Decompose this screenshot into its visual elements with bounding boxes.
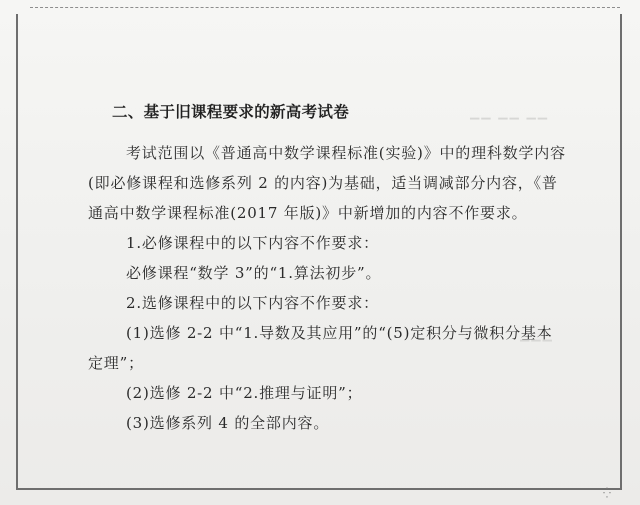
list-item: (2)选修 2-2 中“2.推理与证明”；	[126, 384, 363, 402]
bleed-through-mark: ▔▔ ▔▔ ▔▔	[470, 118, 549, 132]
document-body	[88, 100, 568, 438]
intro-paragraph: 考试范围以《普通高中数学课程标准(实验)》中的理科数学内容(即必修课程和选修系列 2 的内容)为基础，适当调减部分内容，《普通高中数学课程标准(2017 年版)》中新增加的内容不作要求。	[88, 144, 566, 222]
list-item: (1)选修 2-2 中“1.导数及其应用”的“(5)定积分与微积分基本定理”；	[88, 324, 553, 372]
list-item: 1.必修课程中的以下内容不作要求：	[126, 234, 379, 252]
list-item: 2.选修课程中的以下内容不作要求：	[126, 294, 379, 312]
top-dashed-rule	[30, 7, 620, 8]
list-item: 必修课程“数学 3”的“1.算法初步”。	[126, 264, 382, 282]
section-heading: 二、基于旧课程要求的新高考试卷	[112, 103, 350, 121]
corner-glyph-icon: ⁛	[603, 488, 611, 499]
list-item: (3)选修系列 4 的全部内容。	[126, 414, 330, 432]
bleed-through-mark: ▔▔▔	[520, 340, 554, 354]
